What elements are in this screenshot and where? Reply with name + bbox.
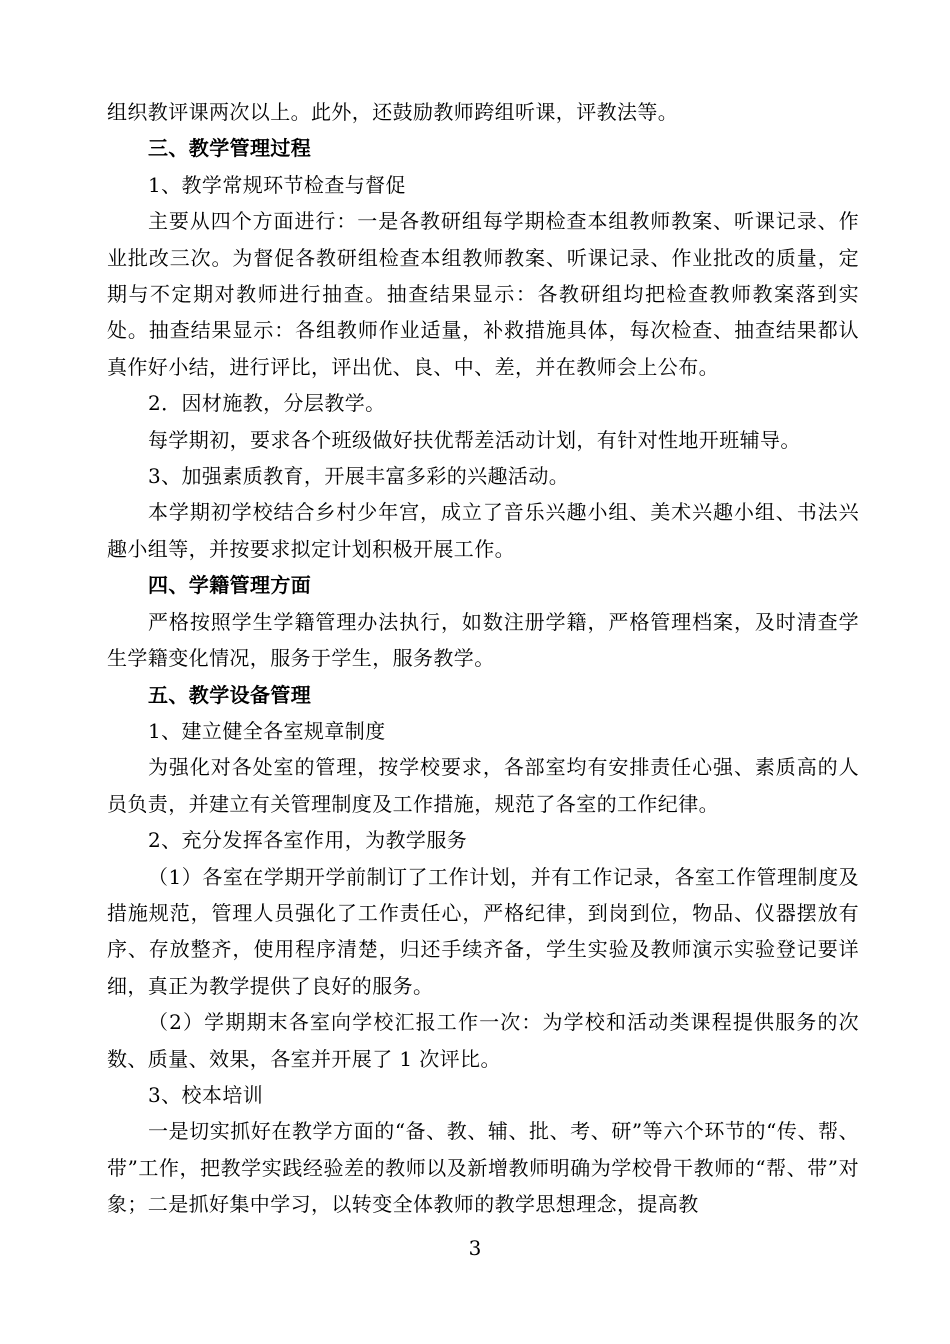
paragraph-continuation: 组织教评课两次以上。此外，还鼓励教师跨组听课，评教法等。: [107, 100, 679, 124]
paragraph-student-records: 严格按照学生学籍管理办法执行，如数注册学籍，严格管理档案，及时清查学生学籍变化情况，服务于学生，服务教学。: [107, 609, 859, 671]
paragraph-mentoring: 一是切实抓好在教学方面的“备、教、辅、批、考、研”等六个环节的“传、帮、带”工作，把教学实践经验差的教师以及新增教师明确为学校骨干教师的“帮、带”对象；二是抓好集中学习，以转变全体教师的教学思想理念，提高教: [107, 1119, 859, 1217]
paragraph-room-management: 为强化对各处室的管理，按学校要求，各部室均有安排责任心强、素质高的人员负责，并建立有关管理制度及工作措施，规范了各室的工作纪律。: [107, 755, 859, 816]
paragraph-interest-groups: 本学期初学校结合乡村少年宫，成立了音乐兴趣小组、美术兴趣小组、书法兴趣小组等，并按要求拟定计划积极开展工作。: [107, 500, 859, 561]
section-heading-4: 四、学籍管理方面: [148, 573, 312, 598]
subheading-room-service: 2、充分发挥各室作用，为教学服务: [148, 828, 468, 853]
subheading-quality-education: 3、加强素质教育，开展丰富多彩的兴趣活动。: [148, 464, 570, 489]
document-body: [107, 94, 859, 1223]
subheading-room-rules: 1、建立健全各室规章制度: [148, 718, 386, 743]
paragraph-tiered-teaching: 每学期初，要求各个班级做好扶优帮差活动计划，有针对性地开班辅导。: [148, 427, 801, 452]
section-heading-3: 三、教学管理过程: [148, 136, 312, 161]
paragraph-four-aspects: 主要从四个方面进行：一是各教研组每学期检查本组教师教案、听课记录、作业批改三次。为督促各教研组检查本组教师教案、听课记录、作业批改的质量，定期与不定期对教师进行抽查。抽查结果显示：各教研组均把检查教师教案落到实处。抽查结果显示：各组教师作业适量，补救措施具体，每次检查、抽查结果都认真作好小结，进行评比，评出优、良、中、差，并在教师会上公布。: [107, 209, 859, 379]
section-heading-5: 五、教学设备管理: [148, 682, 312, 707]
subheading-tiered-teaching: 2．因材施教，分层教学。: [148, 391, 386, 416]
paragraph-term-report: （2）学期期末各室向学校汇报工作一次：为学校和活动类课程提供服务的次数、质量、效果，各室并开展了 1 次评比。: [107, 1010, 859, 1071]
paragraph-work-plan: （1）各室在学期开学前制订了工作计划，并有工作记录，各室工作管理制度及措施规范，管理人员强化了工作责任心，严格纪律，到岗到位，物品、仪器摆放有序、存放整齐，使用程序清楚，归还手续齐备，学生实验及教师演示实验登记要详细，真正为教学提供了良好的服务。: [107, 864, 859, 998]
subheading-school-training: 3、校本培训: [148, 1082, 264, 1107]
subheading-routine-check: 1、教学常规环节检查与督促: [148, 172, 406, 197]
page-number: 3: [468, 1236, 482, 1260]
